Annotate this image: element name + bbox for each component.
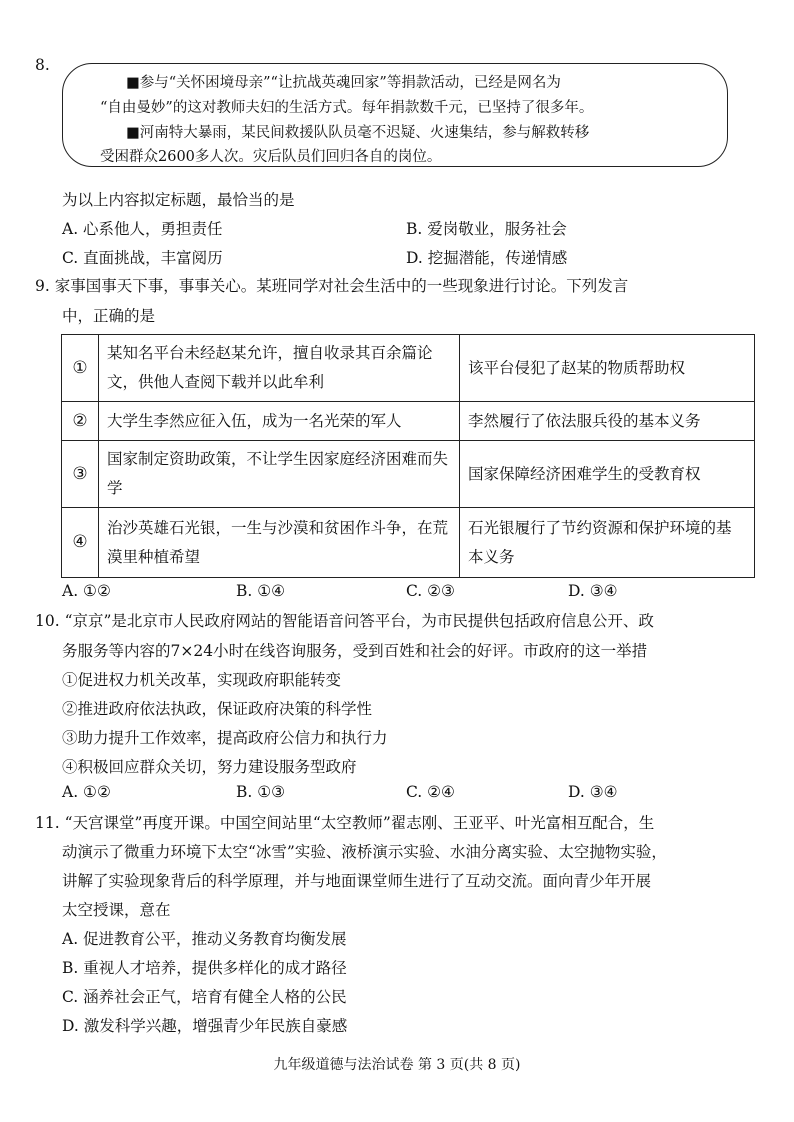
q9-option-c[interactable]: C. ②③ (406, 582, 455, 600)
page-footer: 九年级道德与法治试卷 第 3 页(共 8 页) (273, 1057, 521, 1073)
q8-option-d[interactable]: D. 挖掘潜能，传递情感 (406, 249, 568, 267)
q11-stem-line-4: 太空授课，意在 (62, 901, 171, 919)
q8-material-line-3: ■河南特大暴雨，某民间救援队队员毫不迟疑、火速集结，参与解救转移 (126, 125, 590, 141)
row-comment: 该平台侵犯了赵某的物质帮助权 (460, 335, 755, 402)
q10-option-b[interactable]: B. ①③ (236, 783, 286, 801)
q11-option-a[interactable]: A. 促进教育公平，推动义务教育均衡发展 (62, 930, 347, 948)
q11-stem-line-1: 11. “天宫课堂”再度开课。中国空间站里“太空教师”翟志刚、王亚平、叶光富相互配合，生 (35, 814, 655, 832)
q10-item-3: ③助力提升工作效率，提高政府公信力和执行力 (62, 729, 388, 747)
q10-stem-line-1: 10. “京京”是北京市人民政府网站的智能语音问答平台，为市民提供包括政府信息公开、政 (35, 612, 654, 630)
q11-option-b[interactable]: B. 重视人才培养，提供多样化的成才路径 (62, 959, 347, 977)
row-comment: 石光银履行了节约资源和保护环境的基本义务 (460, 508, 755, 578)
table-row (62, 508, 755, 578)
q10-option-d[interactable]: D. ③④ (568, 783, 618, 801)
q10-item-1: ①促进权力机关改革，实现政府职能转变 (62, 671, 342, 689)
row-comment: 国家保障经济困难学生的受教育权 (460, 441, 755, 508)
q8-option-b[interactable]: B. 爱岗敬业，服务社会 (406, 220, 567, 238)
row-number: ① (62, 335, 99, 402)
row-description: 治沙英雄石光银，一生与沙漠和贫困作斗争，在荒漠里种植希望 (99, 508, 460, 578)
q9-option-b[interactable]: B. ①④ (236, 582, 286, 600)
q10-option-a[interactable]: A. ①② (62, 783, 111, 801)
q8-material-line-1: ■参与“关怀困境母亲”“让抗战英魂回家”等捐款活动，已经是网名为 (126, 75, 561, 91)
q10-item-2: ②推进政府依法执政，保证政府决策的科学性 (62, 700, 373, 718)
q11-option-d[interactable]: D. 激发科学兴趣，增强青少年民族自豪感 (62, 1017, 348, 1035)
q9-stem-line-1: 9. 家事国事天下事，事事关心。某班同学对社会生活中的一些现象进行讨论。下列发言 (35, 277, 629, 295)
q9-option-a[interactable]: A. ①② (62, 582, 111, 600)
row-description: 国家制定资助政策，不让学生因家庭经济困难而失学 (99, 441, 460, 508)
q9-option-d[interactable]: D. ③④ (568, 582, 618, 600)
table-row (62, 335, 755, 402)
q9-stem-line-2: 中，正确的是 (62, 307, 156, 325)
q8-material-line-2: “自由曼妙”的这对教师夫妇的生活方式。每年捐款数千元，已坚持了很多年。 (100, 100, 594, 116)
q10-stem-line-2: 务服务等内容的7×24小时在线咨询服务，受到百姓和社会的好评。市政府的这一举措 (62, 642, 648, 660)
q11-stem-line-2: 动演示了微重力环境下太空“冰雪”实验、液桥演示实验、水油分离实验、太空抛物实验， (62, 843, 667, 861)
q11-stem-line-3: 讲解了实验现象背后的科学原理，并与地面课堂师生进行了互动交流。面向青少年开展 (62, 872, 652, 890)
q8-material-line-4: 受困群众2600多人次。灾后队员们回归各自的岗位。 (100, 149, 442, 165)
row-number: ③ (62, 441, 99, 508)
q9-statement-table (61, 334, 755, 578)
row-description: 某知名平台未经赵某允许，擅自收录其百余篇论文，供他人查阅下载并以此牟利 (99, 335, 460, 402)
row-description: 大学生李然应征入伍，成为一名光荣的军人 (99, 402, 460, 441)
q8-option-c[interactable]: C. 直面挑战，丰富阅历 (62, 249, 223, 267)
q8-stem: 为以上内容拟定标题，最恰当的是 (62, 191, 295, 209)
row-number: ② (62, 402, 99, 441)
q8-option-a[interactable]: A. 心系他人，勇担责任 (62, 220, 223, 238)
table-row (62, 402, 755, 441)
row-number: ④ (62, 508, 99, 578)
q10-option-c[interactable]: C. ②④ (406, 783, 455, 801)
question-8-number: 8. (35, 56, 50, 74)
q11-option-c[interactable]: C. 涵养社会正气，培育有健全人格的公民 (62, 988, 347, 1006)
table-row (62, 441, 755, 508)
row-comment: 李然履行了依法服兵役的基本义务 (460, 402, 755, 441)
q10-item-4: ④积极回应群众关切，努力建设服务型政府 (62, 758, 357, 776)
